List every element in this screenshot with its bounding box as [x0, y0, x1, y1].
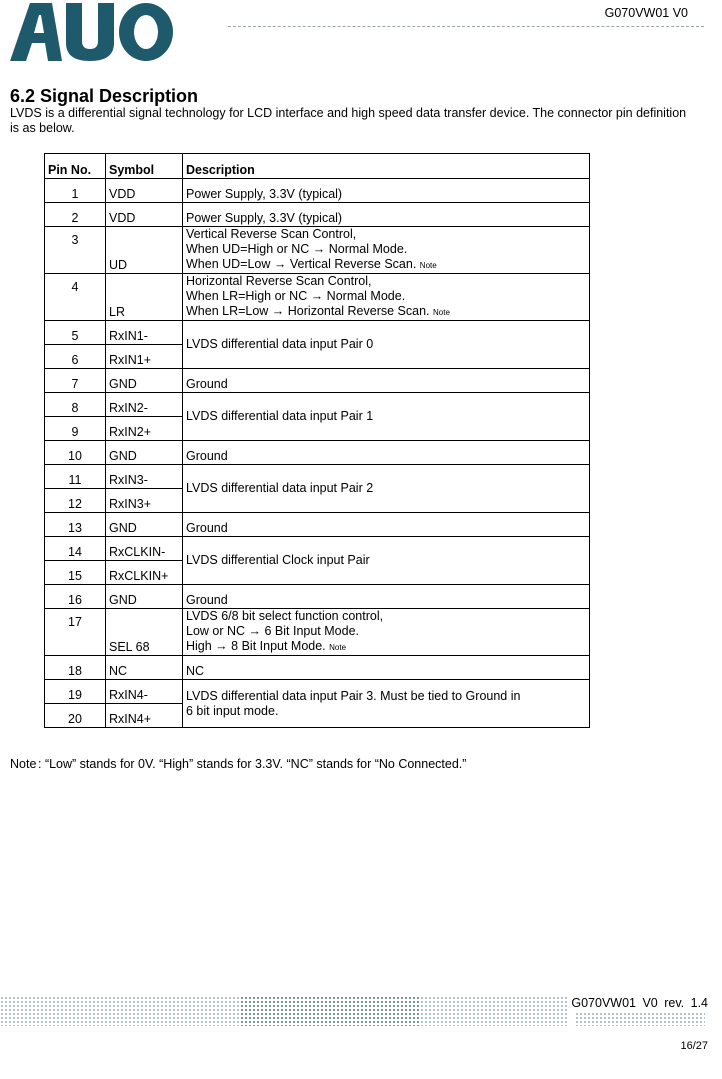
description-line: Horizontal Reverse Scan Control,	[186, 274, 372, 288]
pin-number: 4	[45, 274, 106, 321]
table-row	[45, 680, 590, 704]
table-row	[45, 513, 590, 537]
pin-symbol: LR	[106, 274, 183, 321]
description-line: Vertical Reverse Scan Control,	[186, 227, 357, 241]
pin-number: 7	[45, 369, 106, 393]
pin-description: LVDS differential data input Pair 1	[183, 393, 590, 441]
table-row	[45, 393, 590, 417]
table-row	[45, 656, 590, 680]
description-line: When UD=Low → Vertical Reverse Scan.	[186, 257, 417, 271]
description-line: When LR=High or NC → Normal Mode.	[186, 289, 406, 303]
doc-id-header: G070VW01 V0	[604, 6, 688, 20]
table-row	[45, 465, 590, 489]
table-row	[45, 203, 590, 227]
pin-description	[183, 680, 590, 728]
pin-number: 3	[45, 227, 106, 274]
pin-symbol: RxIN4+	[106, 704, 183, 728]
pin-symbol: SEL 68	[106, 609, 183, 656]
table-row	[45, 537, 590, 561]
pin-number: 13	[45, 513, 106, 537]
table-row	[45, 227, 590, 274]
pin-number: 16	[45, 585, 106, 609]
pin-number: 18	[45, 656, 106, 680]
pin-symbol: GND	[106, 513, 183, 537]
col-header-pin: Pin No.	[45, 154, 106, 179]
pin-description	[183, 227, 590, 274]
pin-description	[183, 274, 590, 321]
description-line: When LR=Low → Horizontal Reverse Scan.	[186, 304, 430, 318]
pin-number: 15	[45, 561, 106, 585]
col-header-symbol: Symbol	[106, 154, 183, 179]
page-number: 16/27	[680, 1040, 708, 1052]
section-title: 6.2 Signal Description	[10, 86, 199, 106]
pin-symbol: RxIN1-	[106, 321, 183, 345]
pin-description: Power Supply, 3.3V (typical)	[183, 203, 590, 227]
pin-symbol: UD	[106, 227, 183, 274]
table-row	[45, 321, 590, 345]
pin-symbol: RxCLKIN-	[106, 537, 183, 561]
pin-symbol: VDD	[106, 203, 183, 227]
table-row	[45, 179, 590, 203]
table-row	[45, 274, 590, 321]
pin-description: NC	[183, 656, 590, 680]
pin-description	[183, 609, 590, 656]
header-divider	[228, 26, 704, 27]
pin-description: LVDS differential data input Pair 0	[183, 321, 590, 369]
pin-symbol: RxCLKIN+	[106, 561, 183, 585]
note-mark: Note	[433, 308, 450, 317]
pin-symbol: RxIN2-	[106, 393, 183, 417]
table-row	[45, 369, 590, 393]
footer-dot-band-right	[575, 1012, 705, 1026]
pin-number: 19	[45, 680, 106, 704]
pin-description: LVDS differential Clock input Pair	[183, 537, 590, 585]
pin-number: 6	[45, 345, 106, 369]
pin-number: 17	[45, 609, 106, 656]
description-line: Low or NC → 6 Bit Input Mode.	[186, 624, 359, 638]
pin-description: Ground	[183, 369, 590, 393]
pin-number: 2	[45, 203, 106, 227]
pin-description: LVDS differential data input Pair 2	[183, 465, 590, 513]
doc-rev-footer: G070VW01 V0 rev. 1.4	[568, 996, 708, 1010]
pin-number: 1	[45, 179, 106, 203]
pin-symbol: GND	[106, 585, 183, 609]
table-header-row	[45, 154, 590, 179]
pin-symbol: VDD	[106, 179, 183, 203]
pin-symbol: GND	[106, 441, 183, 465]
auo-logo	[10, 3, 174, 61]
pin-description: Ground	[183, 441, 590, 465]
footnote	[10, 757, 466, 771]
section-intro: LVDS is a differential signal technology for LCD interface and high speed data transfer device. The connector pin definition is as below.	[10, 106, 687, 135]
description-line: When UD=High or NC → Normal Mode.	[186, 242, 408, 256]
note-text: : “Low” stands for 0V. “High” stands for 3.3V. “NC” stands for “No Connected.”	[38, 757, 467, 771]
pin-number: 14	[45, 537, 106, 561]
pin-number: 10	[45, 441, 106, 465]
pin-description: Power Supply, 3.3V (typical)	[183, 179, 590, 203]
note-label: Note	[10, 757, 37, 771]
note-mark: Note	[329, 643, 347, 652]
pin-symbol: RxIN1+	[106, 345, 183, 369]
pin-table	[44, 153, 590, 728]
table-row	[45, 585, 590, 609]
note-mark: Note	[419, 261, 437, 270]
pin-description: Ground	[183, 585, 590, 609]
table-row	[45, 609, 590, 656]
pin-description: Ground	[183, 513, 590, 537]
pin-symbol: RxIN3+	[106, 489, 183, 513]
pin-symbol: RxIN4-	[106, 680, 183, 704]
pin-symbol: RxIN2+	[106, 417, 183, 441]
pin-number: 8	[45, 393, 106, 417]
pin-number: 12	[45, 489, 106, 513]
description-line: High → 8 Bit Input Mode.	[186, 639, 326, 653]
description-line: LVDS differential data input Pair 3. Must be tied to Ground in	[186, 688, 521, 703]
table-row	[45, 441, 590, 465]
description-line: 6 bit input mode.	[186, 703, 279, 718]
pin-number: 9	[45, 417, 106, 441]
description-line: LVDS 6/8 bit select function control,	[186, 609, 384, 623]
pin-number: 5	[45, 321, 106, 345]
pin-symbol: RxIN3-	[106, 465, 183, 489]
pin-symbol: NC	[106, 656, 183, 680]
pin-symbol: GND	[106, 369, 183, 393]
pin-number: 20	[45, 704, 106, 728]
col-header-description: Description	[183, 154, 590, 179]
footer-dot-band-dark	[240, 996, 420, 1026]
pin-number: 11	[45, 465, 106, 489]
